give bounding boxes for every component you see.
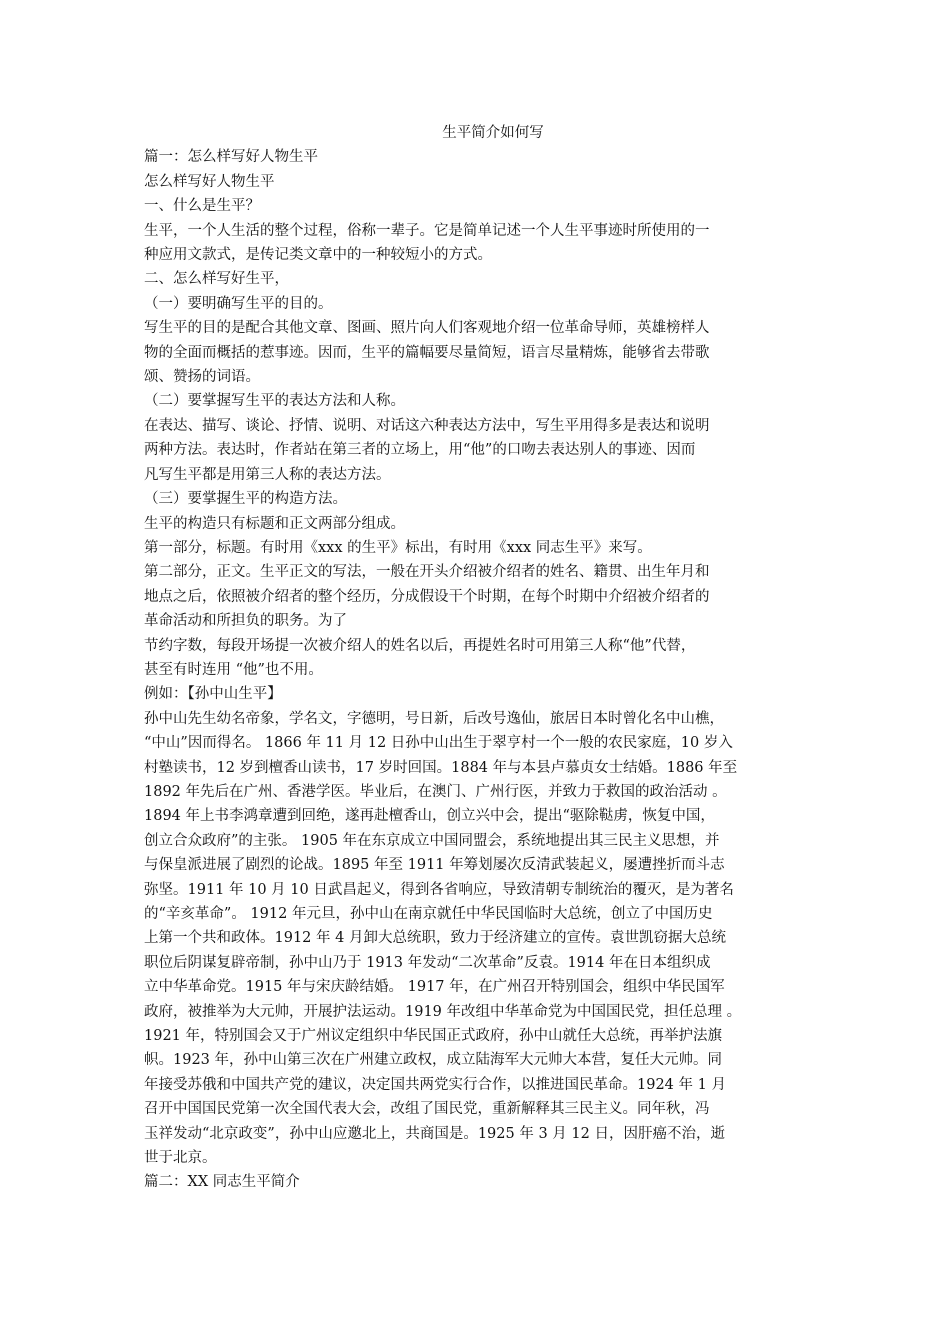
text-line: （一）要明确写生平的目的。 [144,295,333,312]
text-line: 例如：【孙中山生平】 [144,686,282,703]
text-line: 孙中山先生幼名帝象，学名文，字德明，号日新，后改号逸仙，旅居日本时曾化名中山樵， [144,710,724,727]
text-line: “中山”因而得名。 1866 年 11 月 12 日孙中山出生于翠亨村一个一般的农民家庭，10 岁入 [144,735,733,752]
text-line: 年接受苏俄和中国共产党的建议，决定国共两党实行合作，以推进国民革命。1924 年 1 月 [144,1076,726,1093]
text-line: 第一部分，标题。有时用《xxx 的生平》标出，有时用《xxx 同志生平》来写。 [144,539,652,556]
text-line: 1921 年，特别国会又于广州议定组织中华民国正式政府，孙中山就任大总统，再举护法旗 [144,1028,723,1045]
text-line: 世于北京。 [144,1150,217,1167]
text-line: 怎么样写好人物生平 [144,173,275,190]
text-line: 写生平的目的是配合其他文章、图画、照片向人们客观地介绍一位革命导师，英雄榜样人 [144,320,710,337]
text-line: 一、什么是生平？ [144,198,260,215]
text-line: 甚至有时连用 “他”也不用。 [144,661,323,678]
text-line: 与保皇派进展了剧烈的论战。1895 年至 1911 年筹划屡次反清武装起义，屡遭挫折而斗志 [144,857,725,874]
text-line: 物的全面而概括的惹事迹。因而，生平的篇幅要尽量简短，语言尽量精炼，能够省去带歌 [144,344,710,361]
text-line: 村塾读书，12 岁到檀香山读书，17 岁时回国。1884 年与本县卢慕贞女士结婚。1886 年至 [144,759,738,776]
text-line: （二）要掌握写生平的表达方法和人称。 [144,393,405,410]
text-line: 生平的构造只有标题和正文两部分组成。 [144,515,405,532]
text-line: 种应用文款式，是传记类文章中的一种较短小的方式。 [144,247,492,264]
text-line: 的“辛亥革命”。 1912 年元旦，孙中山在南京就任中华民国临时大总统，创立了中国历史 [144,906,713,922]
text-line: 第二部分，正文。生平正文的写法，一般在开头介绍被介绍者的姓名、籍贯、出生年月和 [144,564,710,581]
document-title: 生平简介如何写 [442,125,544,141]
document-body [144,121,824,1195]
text-line: 凡写生平都是用第三人称的表达方法。 [144,466,391,483]
text-line: 两种方法。表达时，作者站在第三者的立场上，用“他”的口吻去表达别人的事迹、因而 [144,442,696,459]
text-line: 1892 年先后在广州、香港学医。毕业后，在澳门、广州行医，并致力于救国的政治活动 。 [144,783,727,800]
text-line: 1894 年上书李鸿章遭到回绝，遂再赴檀香山，创立兴中会，提出“驱除鞑虏，恢复中国， [144,808,715,825]
text-line: （三）要掌握生平的构造方法。 [144,491,347,508]
text-line: 节约字数，每段开场提一次被介绍人的姓名以后，再提姓名时可用第三人称“他”代替， [144,637,696,654]
text-line: 帜。1923 年，孙中山第三次在广州建立政权，成立陆海军大元帅大本营，复任大元帅。同 [144,1052,723,1069]
text-line: 立中华革命党。1915 年与宋庆龄结婚。 1917 年，在广州召开特别国会，组织中华民国军 [144,979,725,996]
text-line: 地点之后，依照被介绍者的整个经历，分成假设干个时期，在每个时期中介绍被介绍者的 [144,588,710,605]
text-line: 在表达、描写、谈论、抒情、说明、对话这六种表达方法中，写生平用得多是表达和说明 [144,417,710,434]
text-line: 上第一个共和政体。1912 年 4 月卸大总统职，致力于经济建立的宣传。袁世凯窃据大总统 [144,930,726,947]
text-line: 篇二：XX 同志生平简介 [144,1174,300,1191]
text-line: 篇一：怎么样写好人物生平 [144,149,318,166]
text-line: 弥坚。1911 年 10 月 10 日武昌起义，得到各省响应，导致清朝专制统治的覆灭，是为著名 [144,881,734,898]
text-line: 政府，被推举为大元帅，开展护法运动。1919 年改组中华革命党为中国国民党，担任总理 。 [144,1003,742,1020]
text-line: 革命活动和所担负的职务。为了 [144,613,347,630]
text-line: 生平，一个人生活的整个过程，俗称一辈子。它是简单记述一个人生平事迹时所使用的一 [144,222,710,239]
text-line: 职位后阴谋复辟帝制，孙中山乃于 1913 年发动“二次革命”反袁。1914 年在日本组织成 [144,954,711,971]
text-line: 颂、赞扬的词语。 [144,369,260,386]
text-line: 二、怎么样写好生平， [144,271,289,288]
text-line: 玉祥发动“北京政变”，孙中山应邀北上，共商国是。1925 年 3 月 12 日，因肝癌不治，逝 [144,1125,725,1142]
document-lines [144,145,824,1194]
text-line: 召开中国国民党第一次全国代表大会，改组了国民党，重新解释其三民主义。同年秋，冯 [144,1101,710,1118]
text-line: 创立合众政府”的主张。 1905 年在东京成立中国同盟会，系统地提出其三民主义思想，并 [144,832,720,849]
